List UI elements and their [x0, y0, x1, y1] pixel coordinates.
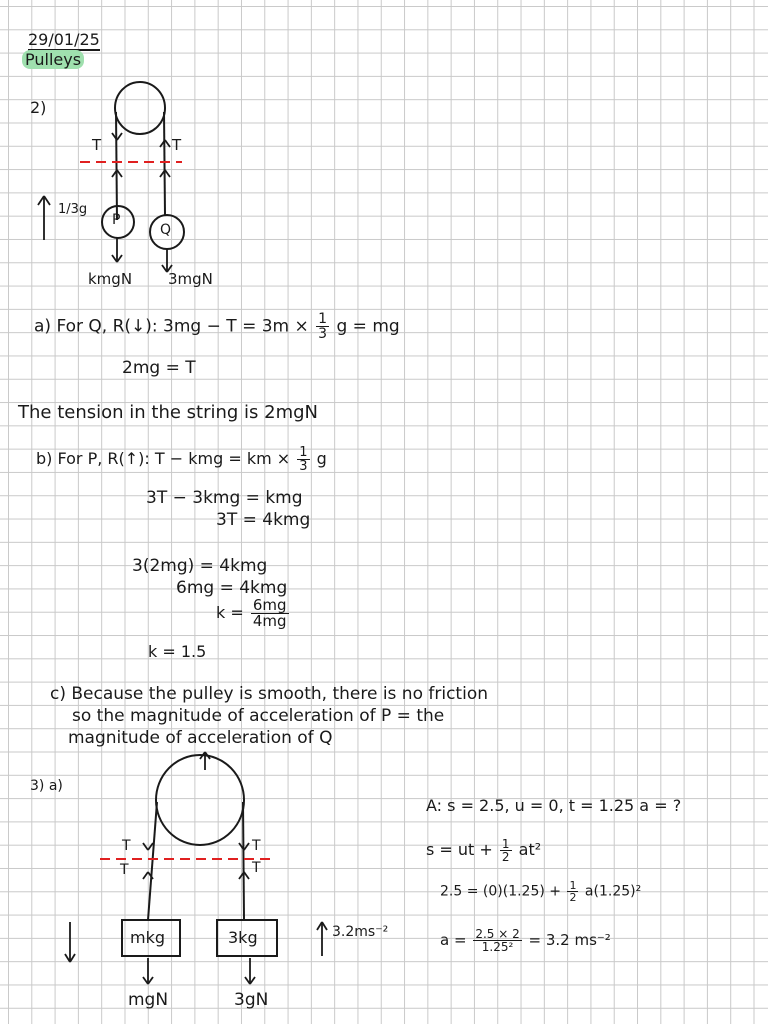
q2-label-weight-q: 3mgN: [168, 270, 213, 288]
q2b-line5: 6mg = 4kmg: [176, 578, 288, 598]
q2-label-p: P: [112, 212, 121, 228]
q3-formula-lhs: s = ut +: [426, 840, 493, 859]
q3-sub-fraction: [567, 880, 578, 903]
q3-result-den: 1.25²: [481, 940, 514, 954]
q3-sub-num: 1: [569, 879, 577, 892]
q3-formula-num: 1: [501, 837, 510, 851]
q2a-line1-fraction: [316, 312, 329, 341]
q2-label-accel: 1/3g: [58, 202, 88, 217]
q2-label-q: Q: [160, 222, 172, 238]
q3-result-num: 2.5 × 2: [475, 927, 520, 941]
q2a-frac-den: 3: [318, 326, 328, 342]
q3-label-weight-right: 3gN: [234, 990, 269, 1010]
question-3-number: 3) a): [30, 778, 63, 794]
q2-string-left: [116, 112, 117, 220]
q2c-line1: c) Because the pulley is smooth, there is no friction: [50, 684, 488, 704]
q2a-conclusion: The tension in the string is 2mgN: [18, 402, 319, 423]
q3-suvat-line: A: s = 2.5, u = 0, t = 1.25 a = ?: [426, 796, 682, 815]
q2b-line1-rhs: g: [316, 449, 327, 468]
q3-pulley-wheel: [156, 755, 244, 845]
q3-sub-lhs: 2.5 = (0)(1.25) +: [440, 883, 562, 900]
q2b-line1: [36, 446, 327, 473]
q2b-line6-fraction: [251, 598, 289, 629]
q2-label-tension-right: T: [172, 136, 182, 154]
q2b-line7: k = 1.5: [148, 642, 207, 661]
q3-result-line: [440, 928, 611, 953]
q2c-line2: so the magnitude of acceleration of P = the: [72, 706, 445, 726]
q2a-line2: 2mg = T: [122, 358, 196, 378]
q3-label-weight-left: mgN: [128, 990, 169, 1010]
q3-formula-line: [426, 838, 541, 863]
q2b-frac-num: 1: [299, 445, 308, 460]
q3-sub-rhs: a(1.25)²: [584, 883, 642, 900]
q2b-line6-den: 4mg: [252, 612, 287, 630]
q3-label-tension-top-left: T: [122, 838, 131, 854]
q2b-line2: 3T − 3kmg = kmg: [146, 488, 303, 508]
q3-label-mass-right: 3kg: [228, 928, 258, 947]
q3-formula-fraction: [500, 838, 512, 863]
q2-pulley-wheel: [115, 82, 165, 134]
q2b-line1-fraction: [297, 446, 309, 473]
q3-formula-rhs: at²: [518, 840, 542, 859]
q3-label-accel: 3.2ms⁻²: [332, 924, 389, 940]
q2a-frac-num: 1: [318, 311, 328, 327]
topic-title: Pulleys: [22, 50, 84, 69]
q3-string-right: [243, 802, 244, 920]
q2a-line1-lhs: a) For Q, R(↓): 3mg − T = 3m ×: [34, 316, 309, 337]
question-2-number: 2): [30, 98, 47, 117]
q2b-line6-lhs: k =: [216, 603, 244, 622]
q3-arrow-t-left-down: [143, 843, 153, 850]
q3-result-lhs: a =: [440, 931, 467, 949]
q3-result-rhs: = 3.2 ms⁻²: [528, 931, 611, 949]
q2c-line3: magnitude of acceleration of Q: [68, 728, 333, 748]
q3-label-tension-top-right: T: [252, 838, 261, 854]
date-label: 29/01/25: [28, 30, 100, 49]
q3-substitution-line: [440, 880, 641, 903]
q3-label-tension-bottom-left: T: [120, 862, 129, 878]
q2b-line6: [216, 598, 291, 629]
q2a-line1: [34, 312, 400, 341]
q3-result-fraction: [473, 928, 521, 953]
q2b-line1-lhs: b) For P, R(↑): T − kmg = km ×: [36, 449, 291, 468]
q2b-line3: 3T = 4kmg: [216, 510, 311, 530]
q3-sub-den: 2: [569, 891, 577, 904]
q2a-line1-rhs: g = mg: [336, 316, 400, 337]
q2b-line6-num: 6mg: [252, 596, 287, 614]
q3-label-tension-bottom-right: T: [252, 860, 261, 876]
q3-formula-den: 2: [501, 850, 510, 864]
q3-label-mass-left: mkg: [130, 928, 166, 947]
q3-string-left: [148, 802, 157, 920]
q2-label-tension-left: T: [92, 136, 102, 154]
q2b-frac-den: 3: [299, 459, 308, 474]
q2-label-weight-p: kmgN: [88, 270, 133, 288]
q2-string-right: [164, 112, 165, 215]
q2b-line4: 3(2mg) = 4kmg: [132, 556, 268, 576]
